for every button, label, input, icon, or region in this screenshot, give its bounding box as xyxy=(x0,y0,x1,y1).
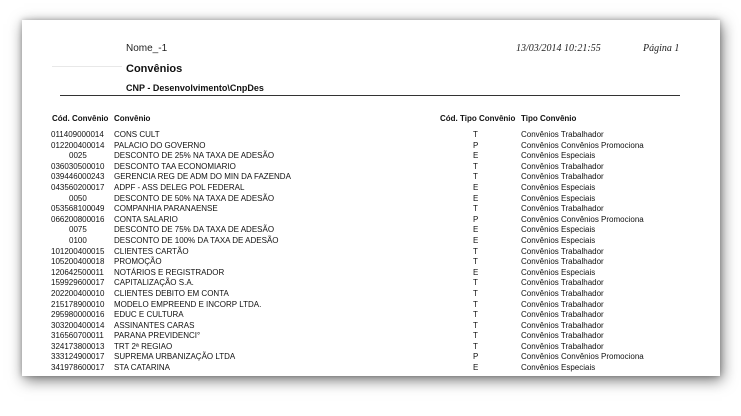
cell-convenio: ASSINANTES CARAS xyxy=(114,320,195,330)
report-name: Nome_-1 xyxy=(126,43,168,54)
table-row xyxy=(22,342,720,353)
cell-convenio: MODELO EMPREEND E INCORP LTDA. xyxy=(114,299,262,309)
cell-cod-tipo: E xyxy=(473,225,479,235)
cell-tipo: Convênios Trabalhador xyxy=(521,246,604,256)
cell-cod-tipo: E xyxy=(473,151,479,161)
divider xyxy=(52,66,122,67)
cell-cod: 066200800016 xyxy=(51,214,105,224)
cell-tipo: Convênios Trabalhador xyxy=(521,331,604,341)
cell-cod-tipo: E xyxy=(473,363,479,373)
report-subtitle: CNP - Desenvolvimento\CnpDes xyxy=(126,83,264,93)
cell-convenio: DESCONTO DE 25% NA TAXA DE ADESÃO xyxy=(114,151,275,161)
cell-convenio: COMPANHIA PARANAENSE xyxy=(114,204,218,214)
table-row xyxy=(22,257,720,268)
table-row xyxy=(22,141,720,152)
cell-cod: 105200400018 xyxy=(51,257,105,267)
cell-cod-tipo: T xyxy=(473,278,478,288)
cell-convenio: DESCONTO DE 50% NA TAXA DE ADESÃO xyxy=(114,193,275,203)
report-page xyxy=(22,20,720,376)
cell-cod: 159929600017 xyxy=(51,278,105,288)
cell-convenio: CAPITALIZAÇÃO S.A. xyxy=(114,278,194,288)
cell-cod: 316560700011 xyxy=(51,331,104,341)
cell-tipo: Convênios Especiais xyxy=(521,225,596,235)
table-row xyxy=(22,331,720,342)
cell-convenio: PARANA PREVIDENCI° xyxy=(114,331,201,341)
cell-tipo: Convênios Trabalhador xyxy=(521,172,604,182)
table-row xyxy=(22,321,720,332)
cell-cod: 0075 xyxy=(69,225,87,235)
cell-cod: 333124900017 xyxy=(51,352,105,362)
cell-tipo: Convênios Especiais xyxy=(521,235,596,245)
cell-convenio: DESCONTO TAA ECONOMIARIO xyxy=(114,161,236,171)
column-header-cod: Cód. Convênio xyxy=(52,114,109,123)
cell-cod: 036030500010 xyxy=(51,161,105,171)
report-title: Convênios xyxy=(126,63,183,75)
cell-convenio: TRT 2ª REGIAO xyxy=(114,341,173,351)
cell-convenio: PROMOÇÃO xyxy=(114,257,162,267)
table-row xyxy=(22,278,720,289)
cell-cod-tipo: P xyxy=(473,214,479,224)
cell-cod-tipo: E xyxy=(473,193,479,203)
cell-cod: 039446000243 xyxy=(51,172,105,182)
cell-convenio: EDUC E CULTURA xyxy=(114,310,184,320)
table-row xyxy=(22,289,720,300)
cell-cod-tipo: T xyxy=(473,320,478,330)
cell-cod: 012200400014 xyxy=(51,140,105,150)
cell-convenio: STA CATARINA xyxy=(114,363,171,373)
table-row xyxy=(22,151,720,162)
cell-tipo: Convênios Trabalhador xyxy=(521,278,604,288)
cell-cod-tipo: T xyxy=(473,331,478,341)
cell-cod: 120642500011 xyxy=(51,267,104,277)
column-header-convenio: Convênio xyxy=(114,114,151,123)
cell-cod-tipo: T xyxy=(473,161,478,171)
cell-cod: 0050 xyxy=(69,193,87,203)
cell-cod-tipo: E xyxy=(473,267,479,277)
cell-cod: 0025 xyxy=(69,151,87,161)
cell-convenio: CONS CULT xyxy=(114,130,160,139)
cell-cod-tipo: T xyxy=(473,130,478,139)
cell-cod-tipo: T xyxy=(473,310,478,320)
cell-tipo: Convênios Trabalhador xyxy=(521,288,604,298)
cell-cod-tipo: T xyxy=(473,172,478,182)
cell-tipo: Convênios Especiais xyxy=(521,363,596,373)
cell-tipo: Convênios Trabalhador xyxy=(521,161,604,171)
column-header-cod-tipo: Cód. Tipo Convênio xyxy=(440,114,516,123)
cell-convenio: DESCONTO DE 75% DA TAXA DE ADESÃO xyxy=(114,225,275,235)
cell-convenio: DESCONTO DE 100% DA TAXA DE ADESÃO xyxy=(114,235,279,245)
cell-convenio: ADPF - ASS DELEG POL FEDERAL xyxy=(114,182,245,192)
cell-tipo: Convênios Especiais xyxy=(521,151,596,161)
table-row xyxy=(22,300,720,311)
cell-tipo: Convênios Convênios Promociona xyxy=(521,214,644,224)
table-row xyxy=(22,268,720,279)
cell-tipo: Convênios Trabalhador xyxy=(521,320,604,330)
cell-convenio: CLIENTES CARTÃO xyxy=(114,246,189,256)
cell-cod-tipo: E xyxy=(473,182,479,192)
cell-cod-tipo: T xyxy=(473,341,478,351)
cell-cod: 011409000014 xyxy=(51,130,104,139)
cell-convenio: CONTA SALARIO xyxy=(114,214,178,224)
cell-convenio: SUPREMA URBANIZAÇÃO LTDA xyxy=(114,352,236,362)
cell-cod-tipo: T xyxy=(473,257,478,267)
cell-tipo: Convênios Trabalhador xyxy=(521,341,604,351)
table-row xyxy=(22,183,720,194)
table-row xyxy=(22,225,720,236)
cell-convenio: PALACIO DO GOVERNO xyxy=(114,140,206,150)
cell-cod-tipo: E xyxy=(473,235,479,245)
cell-tipo: Convênios Trabalhador xyxy=(521,130,604,139)
cell-cod-tipo: T xyxy=(473,246,478,256)
report-datetime: 13/03/2014 10:21:55 xyxy=(516,43,601,54)
cell-tipo: Convênios Convênios Promociona xyxy=(521,140,644,150)
cell-cod: 215178900010 xyxy=(51,299,105,309)
table-row xyxy=(22,172,720,183)
cell-convenio: GERENCIA REG DE ADM DO MIN DA FAZENDA xyxy=(114,172,291,182)
cell-tipo: Convênios Especiais xyxy=(521,193,596,203)
cell-cod: 053568100049 xyxy=(51,204,105,214)
cell-cod: 202200400010 xyxy=(51,288,105,298)
table-row xyxy=(22,162,720,173)
cell-convenio: CLIENTES DEBITO EM CONTA xyxy=(114,288,229,298)
cell-cod-tipo: T xyxy=(473,204,478,214)
table-row xyxy=(22,310,720,321)
cell-cod-tipo: P xyxy=(473,352,479,362)
cell-cod: 101200400015 xyxy=(51,246,105,256)
table-row xyxy=(22,194,720,205)
table-row xyxy=(22,215,720,226)
table-row xyxy=(22,204,720,215)
header-rule xyxy=(60,95,680,96)
cell-convenio: NOTÁRIOS E REGISTRADOR xyxy=(114,267,225,277)
table-row xyxy=(22,247,720,258)
cell-cod: 324173800013 xyxy=(51,341,105,351)
cell-tipo: Convênios Especiais xyxy=(521,267,596,277)
cell-tipo: Convênios Convênios Promociona xyxy=(521,352,644,362)
cell-tipo: Convênios Trabalhador xyxy=(521,299,604,309)
table-row xyxy=(22,352,720,363)
cell-tipo: Convênios Trabalhador xyxy=(521,257,604,267)
cell-cod-tipo: P xyxy=(473,140,479,150)
table-row xyxy=(22,236,720,247)
cell-cod: 303200400014 xyxy=(51,320,105,330)
cell-cod: 0100 xyxy=(69,235,87,245)
table-row xyxy=(22,130,720,141)
column-header-tipo: Tipo Convênio xyxy=(521,114,577,123)
cell-cod: 295980000016 xyxy=(51,310,105,320)
cell-tipo: Convênios Especiais xyxy=(521,182,596,192)
cell-cod: 341978600017 xyxy=(51,363,105,373)
cell-cod-tipo: T xyxy=(473,288,478,298)
cell-cod-tipo: T xyxy=(473,299,478,309)
table-row xyxy=(22,363,720,374)
page-number: Página 1 xyxy=(643,43,680,54)
table-body xyxy=(22,130,720,374)
cell-tipo: Convênios Trabalhador xyxy=(521,310,604,320)
cell-cod: 043560200017 xyxy=(51,182,105,192)
cell-tipo: Convênios Trabalhador xyxy=(521,204,604,214)
